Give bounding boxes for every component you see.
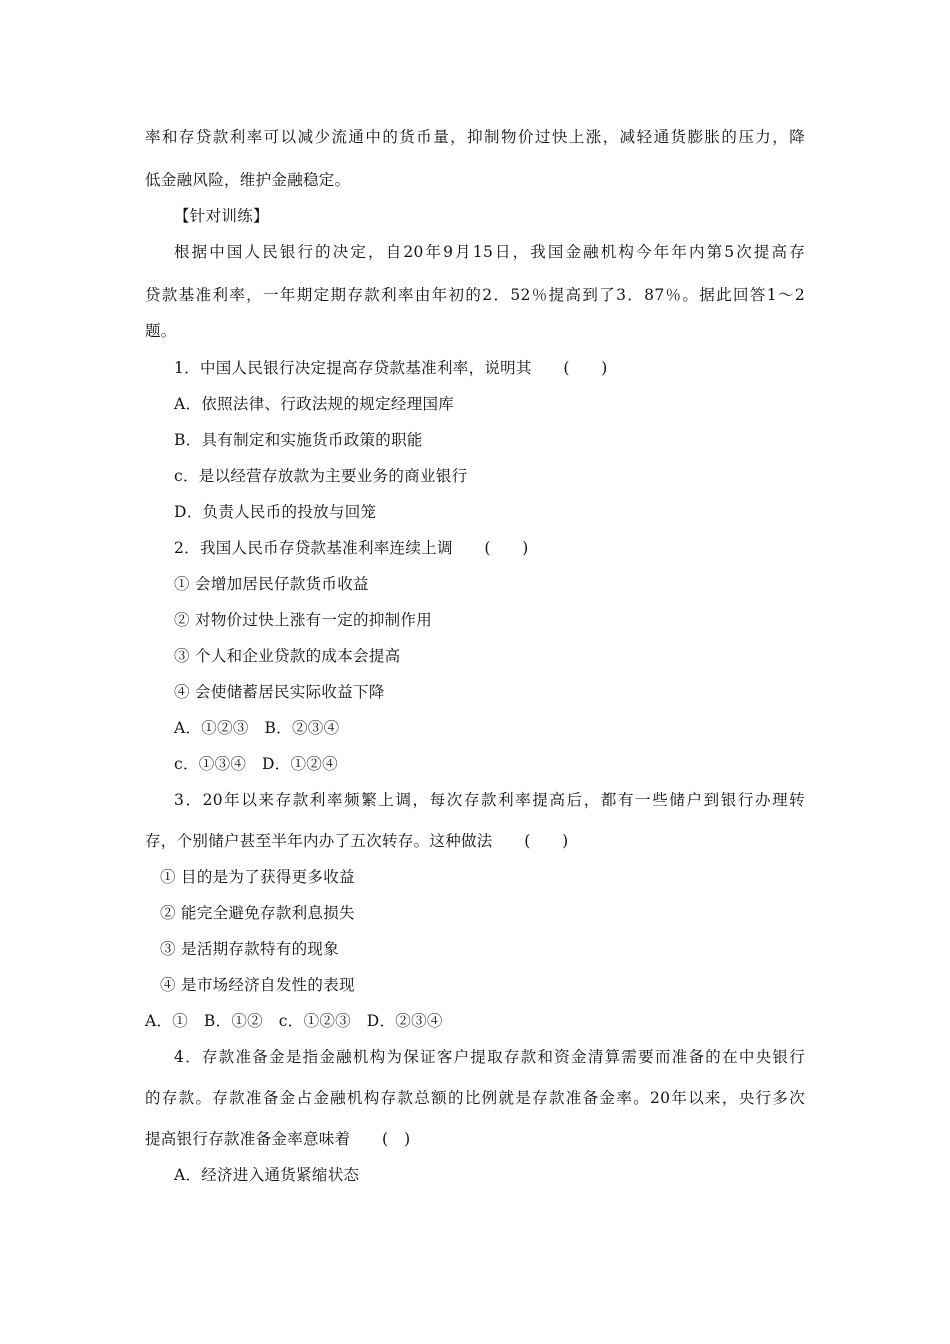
- question-1-option-c: c．是以经营存放款为主要业务的商业银行: [174, 467, 468, 485]
- question-2-options-row-2: c．①③④ D．①②④: [174, 755, 338, 773]
- question-2-item-4: ④ 会使储蓄居民实际收益下降: [174, 683, 385, 701]
- question-3-item-2: ② 能完全避免存款利息损失: [160, 904, 355, 922]
- passage-line-3: 题。: [145, 322, 177, 340]
- passage-line-1: 根据中国人民银行的决定，自20年9月15日，我国金融机构今年年内第5次提高存: [174, 243, 805, 261]
- question-3-item-1: ① 目的是为了获得更多收益: [160, 868, 355, 886]
- question-1-option-b: B．具有制定和实施货币政策的职能: [174, 431, 423, 449]
- question-1-option-a: A．依照法律、行政法规的规定经理国库: [174, 395, 455, 413]
- question-4-stem-line-1: 4．存款准备金是指金融机构为保证客户提取存款和资金清算需要而准备的在中央银行: [174, 1048, 805, 1066]
- question-2-item-1: ① 会增加居民仔款货币收益: [174, 575, 369, 593]
- intro-line-2: 低金融风险，维护金融稳定。: [145, 171, 351, 189]
- passage-line-2: 贷款基准利率，一年期定期存款利率由年初的2．52％提高到了3．87％。据此回答1～2: [145, 286, 805, 304]
- question-2-item-3: ③ 个人和企业贷款的成本会提高: [174, 647, 401, 665]
- question-1-option-d: D．负责人民币的投放与回笼: [174, 503, 377, 521]
- question-2-options-row-1: A．①②③ B．②③④: [174, 719, 340, 737]
- question-4-stem-line-2: 的存款。存款准备金占金融机构存款总额的比例就是存款准备金率。20年以来，央行多次: [145, 1089, 805, 1107]
- section-heading: 【针对训练】: [174, 207, 269, 225]
- intro-line-1: 率和存贷款利率可以减少流通中的货币量，抑制物价过快上涨，减轻通货膨胀的压力，降: [145, 128, 805, 146]
- question-3-item-4: ④ 是市场经济自发性的表现: [160, 976, 355, 994]
- question-4-option-a: A．经济进入通货紧缩状态: [174, 1166, 360, 1184]
- question-3-stem-line-1: 3．20年以来存款利率频繁上调，每次存款利率提高后，都有一些储户到银行办理转: [174, 791, 805, 809]
- question-2-stem: 2．我国人民币存贷款基准利率连续上调 ( ): [174, 539, 529, 557]
- question-3-stem-line-2: 存，个别储户甚至半年内办了五次转存。这种做法 ( ): [145, 832, 569, 850]
- question-1-stem: 1．中国人民银行决定提高存贷款基准利率，说明其 ( ): [174, 359, 608, 377]
- question-3-options: A．① B．①② c．①②③ D．②③④: [145, 1012, 443, 1030]
- question-4-stem-line-3: 提高银行存款准备金率意味着 ( ): [145, 1130, 411, 1148]
- question-2-item-2: ② 对物价过快上涨有一定的抑制作用: [174, 611, 433, 629]
- question-3-item-3: ③ 是活期存款特有的现象: [160, 940, 340, 958]
